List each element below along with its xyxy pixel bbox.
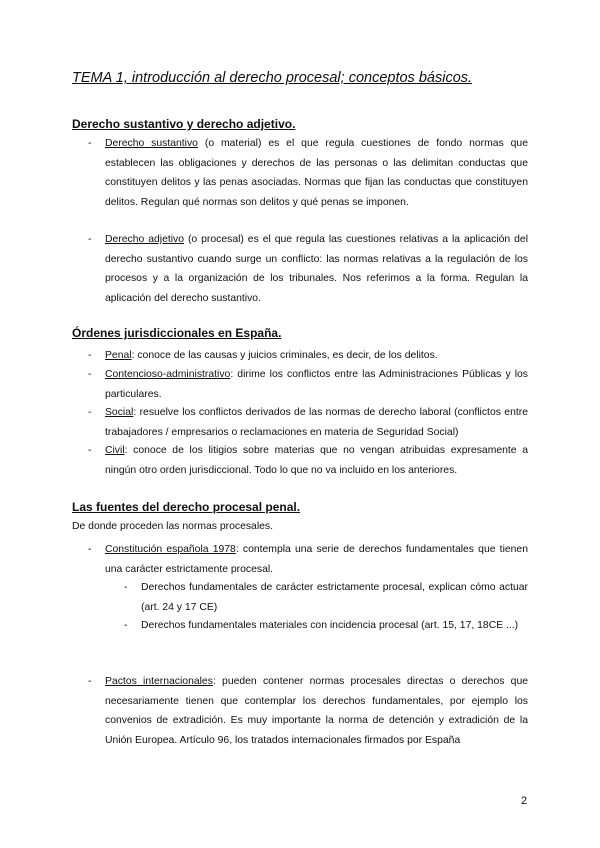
list-item — [88, 540, 528, 579]
term-contencioso: Contencioso-administrativo — [105, 369, 231, 380]
page-number: 2 — [521, 795, 528, 807]
bullet-dash: - — [88, 138, 92, 149]
subitem-text: Derechos fundamentales de carácter estrictamente procesal, explican cómo actuar (art. 24 y 17 CE) — [141, 582, 528, 613]
subitem-text: Derechos fundamentales materiales con incidencia procesal (art. 15, 17, 18CE ...) — [141, 620, 519, 631]
term-derecho-sustantivo: Derecho sustantivo — [105, 138, 198, 149]
list-subitem — [124, 616, 528, 636]
term-derecho-adjetivo: Derecho adjetivo — [105, 234, 185, 245]
list-item — [88, 230, 528, 308]
bullet-dash: - — [124, 582, 128, 593]
item-text: : pueden contener normas procesales directas o derechos que necesariamente tienen que contemplar los derechos fundamentales, por ejemplo los convenios de extradición. Es muy importante la norma de detención y extradición de la Unión Europea. Artículo 96, los tratados internacionales firmados por España — [105, 676, 528, 746]
list-item — [88, 441, 528, 480]
item-text: : conoce de los litigios sobre materias que no vengan atribuidas expresamente a ningún otro orden jurisdiccional. Todo lo que no va incluido en los anteriores. — [105, 445, 528, 476]
bullet-dash: - — [88, 234, 92, 245]
term-civil: Civil — [105, 445, 125, 456]
list-item — [88, 365, 528, 404]
section-heading-sustantivo-adjetivo: Derecho sustantivo y derecho adjetivo. — [72, 117, 296, 131]
term-constitucion: Constitución española 1978 — [105, 544, 236, 555]
section-intro: De donde proceden las normas procesales. — [72, 521, 274, 532]
item-text: : contempla una serie de derechos fundamentales que tienen una carácter estrictamente procesal. — [105, 544, 528, 575]
list-item — [88, 346, 528, 366]
section-heading-fuentes: Las fuentes del derecho procesal penal. — [72, 500, 301, 514]
term-pactos-internacionales: Pactos internacionales — [105, 676, 213, 687]
bullet-dash: - — [124, 620, 128, 631]
term-social: Social — [105, 407, 134, 418]
item-text: : dirime los conflictos entre las Administraciones Públicas y los particulares. — [105, 369, 528, 400]
list-item — [88, 672, 528, 750]
item-text: (o material) es el que regula cuestiones de fondo normas que establecen las obligaciones y derechos de las personas o las delimitan conductas que constituyen delitos y las penas asociadas. Normas que fijan las conductas que constituyen delitos. Regulan qué normas son delitos y qué penas se imponen. — [105, 138, 528, 208]
list-item — [88, 403, 528, 442]
item-text: : conoce de las causas y juicios criminales, es decir, de los delitos. — [131, 350, 438, 361]
list-subitem — [124, 578, 528, 617]
item-text: (o procesal) es el que regula las cuestiones relativas a la aplicación del derecho sustantivo cuando surge un conflicto: las normas relativas a la regulación de los procesos y a la organización de los tribunales. Nos referimos a la forma. Regulan la aplicación del derecho sustantivo. — [105, 234, 529, 304]
bullet-dash: - — [88, 407, 92, 418]
bullet-dash: - — [88, 676, 92, 687]
term-penal: Penal — [105, 350, 132, 361]
bullet-dash: - — [88, 445, 92, 456]
list-item — [88, 134, 528, 212]
section-heading-ordenes: Órdenes jurisdiccionales en España. — [72, 326, 282, 340]
bullet-dash: - — [88, 544, 92, 555]
bullet-dash: - — [88, 350, 92, 361]
page-title: TEMA 1, introducción al derecho procesal; conceptos básicos. — [72, 70, 473, 86]
item-text: : resuelve los conflictos derivados de las normas de derecho laboral (conflictos entre trabajadores / empresarios o reclamaciones en materia de Seguridad Social) — [105, 407, 528, 438]
bullet-dash: - — [88, 369, 92, 380]
